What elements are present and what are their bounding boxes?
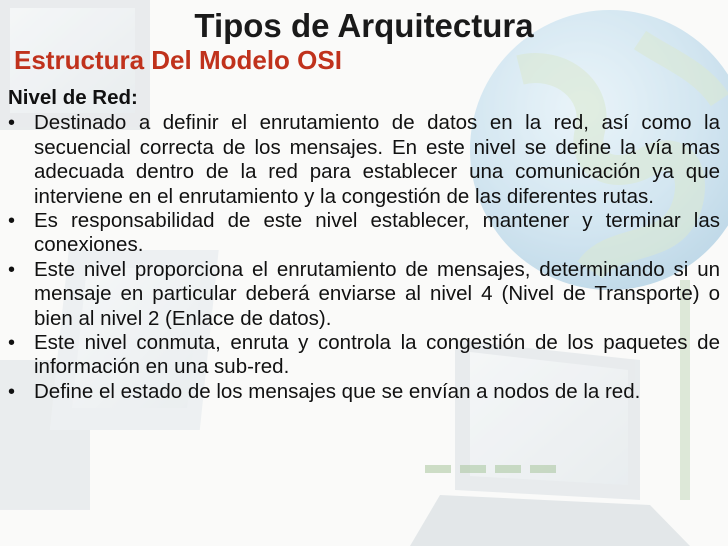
bullet-icon: • [8,210,16,233]
bullet-item [8,380,720,404]
slide-title: Tipos de Arquitectura [194,7,534,44]
slide-subtitle: Estructura Del Modelo OSI [14,45,342,75]
bullet-icon: • [8,332,16,355]
bullet-icon: • [8,380,16,403]
bullet-item [8,331,720,380]
bullet-text: Es responsabilidad de este nivel establecer, mantener y terminar las conexiones. [34,209,720,257]
bullet-list [8,111,720,404]
bullet-item [8,111,720,209]
bullet-text: Este nivel proporciona el enrutamiento de mensajes, determinando si un mensaje en particular deberá enviarse al nivel 4 (Nivel de Transporte) o bien al nivel 2 (Enlace de datos). [34,257,720,330]
bullet-icon: • [8,258,16,281]
section-heading: Nivel de Red: [8,86,138,109]
slide-body [8,86,720,404]
bullet-item [8,209,720,258]
bullet-icon: • [8,112,16,135]
bullet-item [8,258,720,331]
bullet-text: Define el estado de los mensajes que se envían a nodos de la red. [34,379,641,403]
bullet-text: Destinado a definir el enrutamiento de datos en la red, así como la secuencial correcta de los mensajes. En este nivel se define la vía mas adecuada dentro de la red para establecer una comunicación ya que interviene en el enrutamiento y la congestión de las diferentes rutas. [34,111,720,208]
bullet-text: Este nivel conmuta, enruta y controla la congestión de los paquetes de información en una sub-red. [34,331,720,379]
